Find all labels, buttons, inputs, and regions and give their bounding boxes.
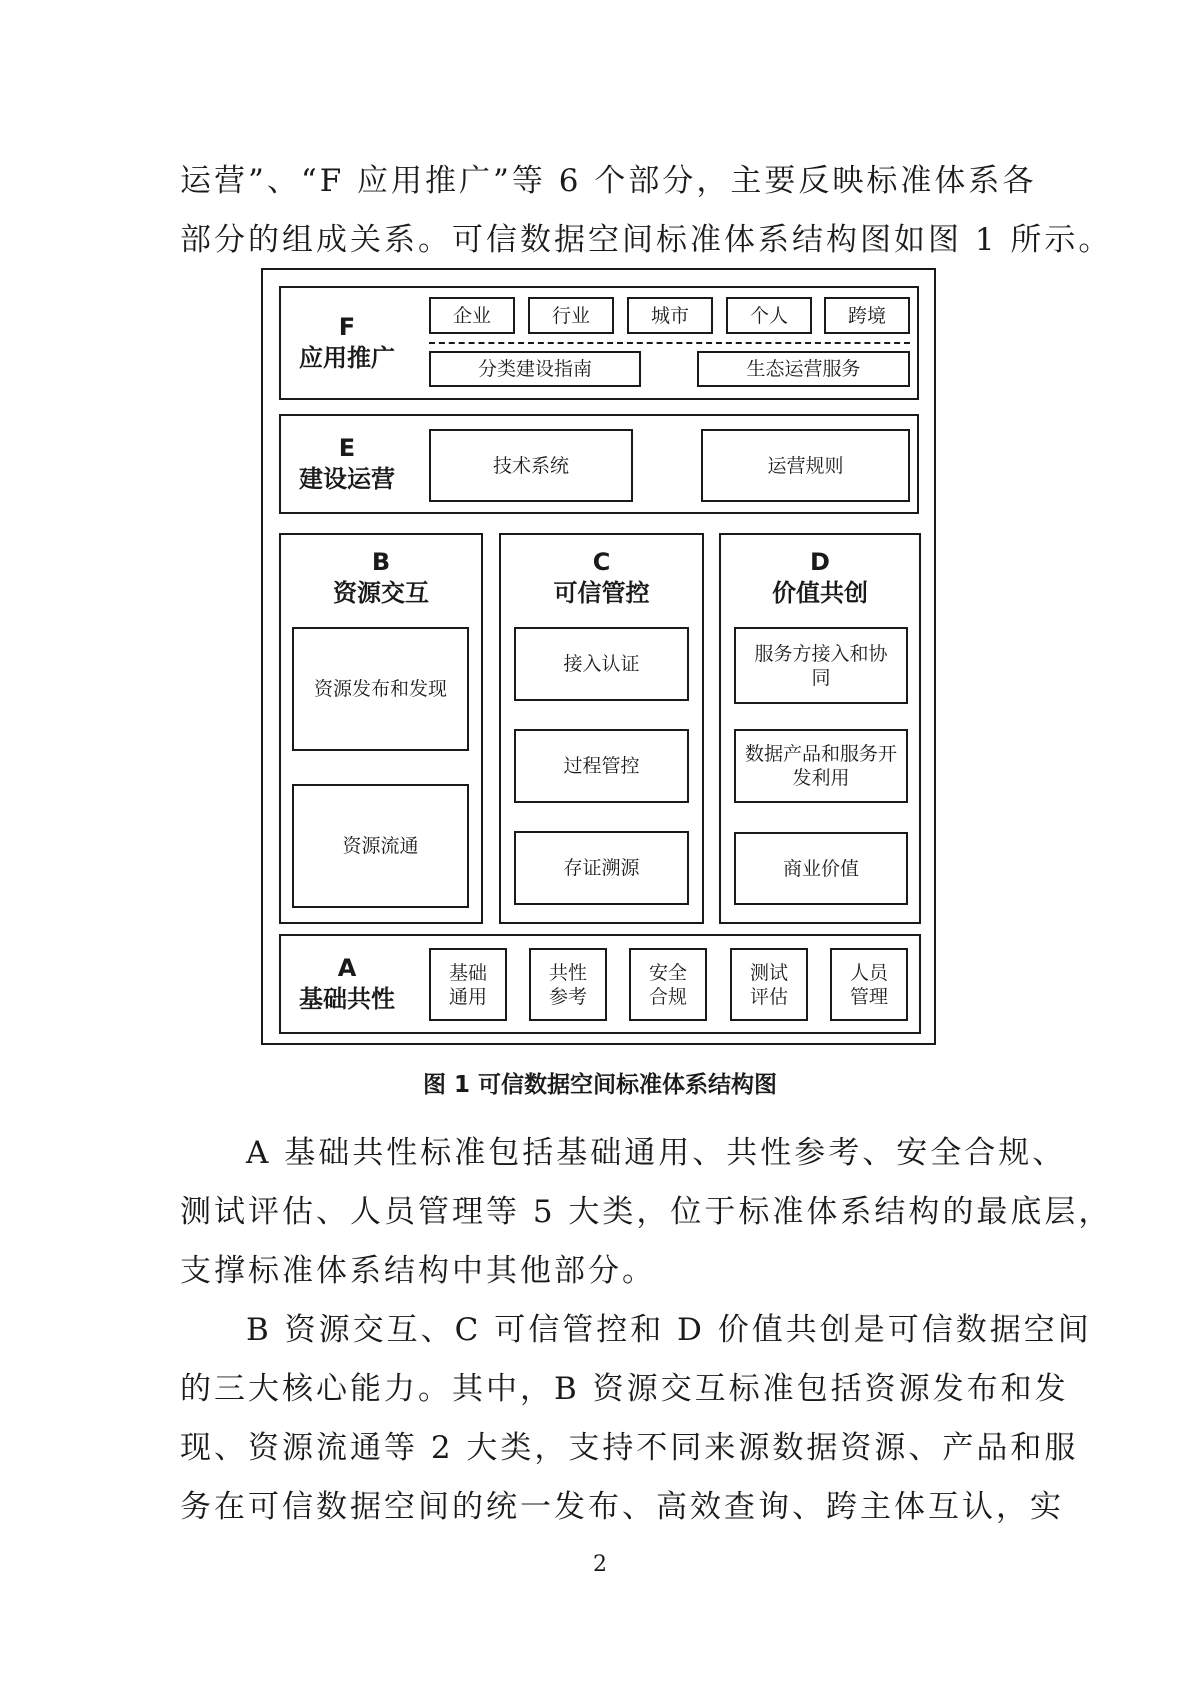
item-box: 存证溯源 [514, 831, 689, 905]
text-line: 运营”、“F 应用推广”等 6 个部分，主要反映标准体系各 [180, 163, 1037, 199]
section-b-label [279, 547, 483, 609]
item-box: 基础通用 [429, 948, 507, 1021]
section-letter: E [338, 434, 356, 462]
text-line: 务在可信数据空间的统一发布、高效查询、跨主体互认，实 [180, 1489, 1064, 1525]
section-letter: B [371, 548, 391, 576]
section-f-label [281, 312, 413, 374]
item-box: 商业价值 [734, 832, 908, 905]
text-line: 测试评估、人员管理等 5 大类，位于标准体系结构的最底层， [180, 1194, 1113, 1230]
section-c-label [499, 547, 704, 609]
text-line: 的三大核心能力。其中，B 资源交互标准包括资源发布和发 [180, 1371, 1069, 1407]
item-box: 城市 [627, 297, 713, 334]
section-a-label [281, 953, 413, 1015]
item-box: 共性参考 [529, 948, 607, 1021]
figure-caption: 图 1 可信数据空间标准体系结构图 [422, 1072, 778, 1098]
item-box: 技术系统 [429, 429, 633, 502]
item-box: 服务方接入和协同 [734, 627, 908, 704]
section-title: 资源交互 [333, 579, 429, 607]
item-box: 人员管理 [830, 948, 908, 1021]
item-box: 运营规则 [701, 429, 910, 502]
item-box: 跨境 [824, 297, 910, 334]
section-d-label [719, 547, 921, 609]
item-box: 资源发布和发现 [292, 627, 469, 751]
section-letter: F [338, 313, 356, 341]
text-line: 现、资源流通等 2 大类，支持不同来源数据资源、产品和服 [180, 1430, 1079, 1466]
item-box: 个人 [726, 297, 812, 334]
item-box: 安全合规 [629, 948, 707, 1021]
text-line: B 资源交互、C 可信管控和 D 价值共创是可信数据空间 [246, 1312, 1092, 1348]
paragraph-a [180, 1124, 1113, 1301]
section-letter: A [337, 954, 357, 982]
paragraph-b [180, 1301, 1092, 1537]
item-box: 数据产品和服务开发利用 [734, 729, 908, 803]
item-box: 生态运营服务 [697, 351, 910, 387]
section-title: 应用推广 [299, 344, 395, 372]
text-line: 部分的组成关系。可信数据空间标准体系结构图如图 1 所示。 [180, 222, 1113, 258]
section-title: 基础共性 [299, 985, 395, 1013]
section-title: 可信管控 [553, 579, 650, 607]
item-box: 企业 [429, 297, 515, 334]
section-letter: C [592, 548, 611, 576]
section-e-label [281, 433, 413, 495]
item-box: 行业 [528, 297, 614, 334]
item-box: 接入认证 [514, 627, 689, 701]
section-title: 建设运营 [299, 465, 395, 493]
section-title: 价值共创 [772, 579, 868, 607]
item-box: 过程管控 [514, 729, 689, 803]
item-box: 测试评估 [730, 948, 808, 1021]
intro-paragraph [180, 152, 1113, 270]
text-line: A 基础共性标准包括基础通用、共性参考、安全合规、 [246, 1135, 1067, 1171]
item-box: 资源流通 [292, 784, 469, 908]
item-box: 分类建设指南 [429, 351, 641, 387]
dashed-divider [429, 342, 910, 344]
text-line: 支撑标准体系结构中其他部分。 [180, 1253, 656, 1289]
page-number: 2 [593, 1552, 607, 1577]
section-letter: D [810, 548, 830, 576]
